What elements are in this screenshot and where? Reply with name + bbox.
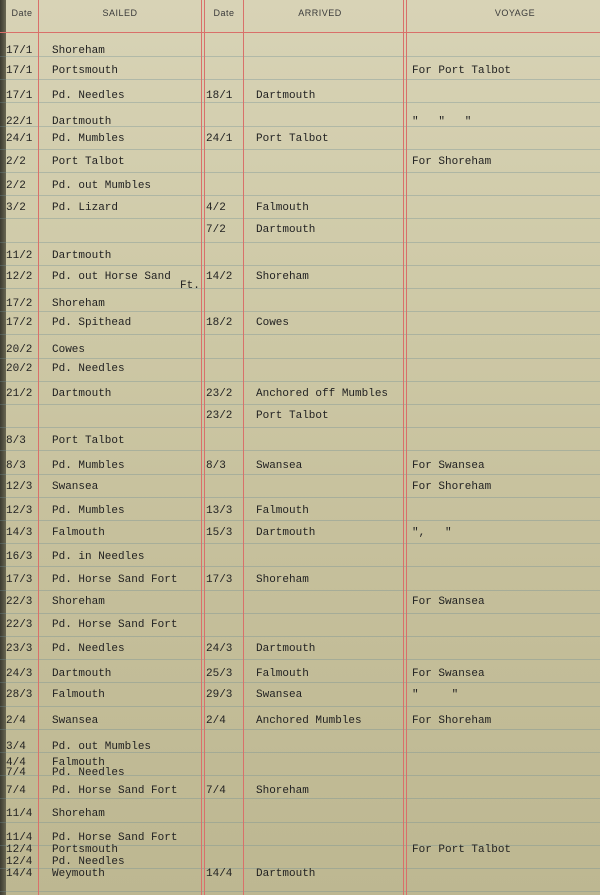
arrived-date: 18/2 [206, 317, 233, 329]
arrived-date: 17/3 [206, 574, 233, 586]
sailed-date: 24/3 [6, 668, 33, 680]
ruled-line [0, 682, 600, 683]
column-rule [38, 0, 39, 895]
sailed-date: 24/1 [6, 133, 33, 145]
ruled-line [0, 102, 600, 103]
voyage-note: For Shoreham [412, 481, 492, 493]
voyage-note: ", " [412, 527, 452, 539]
sailed-date: 20/2 [6, 363, 33, 375]
ruled-line [0, 79, 600, 80]
sailed-date: 22/3 [6, 596, 33, 608]
sailed-port: Pd. Spithead [52, 317, 132, 329]
arrived-date: 23/2 [206, 388, 233, 400]
arrived-port: Dartmouth [256, 90, 316, 102]
sailed-port: Shoreham [52, 298, 105, 310]
voyage-note: For Port Talbot [412, 844, 512, 856]
arrived-date: 23/2 [206, 410, 233, 422]
column-rule [201, 0, 202, 895]
sailed-date: 2/4 [6, 715, 26, 727]
arrived-port: Falmouth [256, 202, 309, 214]
sailed-date: 3/4 [6, 741, 26, 753]
arrived-port: Shoreham [256, 574, 309, 586]
ruled-line [0, 613, 600, 614]
sailed-port: Falmouth [52, 757, 105, 769]
sailed-date: 8/3 [6, 460, 26, 472]
arrived-date: 24/3 [206, 643, 233, 655]
ruled-line [0, 706, 600, 707]
sailed-port: Pd. Horse Sand Fort [52, 785, 178, 797]
ruled-line [0, 381, 600, 382]
ruled-line [0, 288, 600, 289]
sailed-port: Shoreham [52, 596, 105, 608]
voyage-note: For Shoreham [412, 156, 492, 168]
ruled-line [0, 172, 600, 173]
voyage-note: For Swansea [412, 668, 485, 680]
sailed-port: Pd. Lizard [52, 202, 119, 214]
sailed-port: Pd. Needles [52, 767, 125, 779]
ruled-line [0, 427, 600, 428]
column-rule [406, 0, 407, 895]
sailed-date: 3/2 [6, 202, 26, 214]
sailed-date: 14/4 [6, 868, 33, 880]
column-rule [204, 0, 205, 895]
ruled-line [0, 218, 600, 219]
arrived-port: Port Talbot [256, 410, 329, 422]
sailed-port: Weymouth [52, 868, 105, 880]
arrived-date: 24/1 [206, 133, 233, 145]
sailed-date: 17/1 [6, 90, 33, 102]
ruled-line [0, 358, 600, 359]
sailed-port: Dartmouth [52, 668, 112, 680]
sailed-port: Pd. Needles [52, 856, 125, 868]
sailed-port: Pd. Needles [52, 90, 125, 102]
sailed-port: Pd. Mumbles [52, 505, 125, 517]
sailed-port: Dartmouth [52, 116, 112, 128]
arrived-date: 14/2 [206, 271, 233, 283]
sailed-date: 7/4 [6, 767, 26, 779]
ruled-line [0, 265, 600, 266]
arrived-date: 13/3 [206, 505, 233, 517]
sailed-date: 22/3 [6, 619, 33, 631]
arrived-date: 2/4 [206, 715, 226, 727]
ruled-line [0, 334, 600, 335]
ruled-line [0, 891, 600, 892]
sailed-port: Pd. Horse Sand Fort [52, 619, 178, 631]
sailed-date: 17/3 [6, 574, 33, 586]
sailed-date: 17/2 [6, 317, 33, 329]
arrived-port: Dartmouth [256, 224, 316, 236]
header-arrived: ARRIVED [298, 8, 342, 18]
voyage-note: " " [412, 689, 459, 701]
arrived-port: Falmouth [256, 505, 309, 517]
arrived-port: Cowes [256, 317, 290, 329]
header-rule [0, 32, 600, 33]
ruled-line [0, 729, 600, 730]
sailed-port: Port Talbot [52, 435, 125, 447]
ruled-line [0, 590, 600, 591]
ruled-line [0, 566, 600, 567]
sailed-date: 17/1 [6, 65, 33, 77]
sailed-port: Shoreham [52, 45, 105, 57]
arrived-date: 14/4 [206, 868, 233, 880]
arrived-date: 15/3 [206, 527, 233, 539]
arrived-date: 29/3 [206, 689, 233, 701]
arrived-port: Dartmouth [256, 868, 316, 880]
voyage-note: For Swansea [412, 596, 485, 608]
sailed-date: 2/2 [6, 180, 26, 192]
ruled-line [0, 149, 600, 150]
ruled-line [0, 543, 600, 544]
arrived-date: 8/3 [206, 460, 226, 472]
sailed-date: 11/4 [6, 808, 33, 820]
arrived-date: 4/2 [206, 202, 226, 214]
voyage-note: For Shoreham [412, 715, 492, 727]
header-date-arrived: Date [213, 8, 235, 18]
column-rule [403, 0, 404, 895]
sailed-date: 21/2 [6, 388, 33, 400]
sailed-port: Portsmouth [52, 65, 119, 77]
sailed-port: Pd. Needles [52, 643, 125, 655]
sailed-date: 12/2 [6, 271, 33, 283]
sailed-port: Pd. Mumbles [52, 133, 125, 145]
sailed-port: Pd. Needles [52, 363, 125, 375]
sailed-port: Dartmouth [52, 250, 112, 262]
sailed-port: Falmouth [52, 689, 105, 701]
sailed-date: 7/4 [6, 785, 26, 797]
column-rule [243, 0, 244, 895]
ruled-line [0, 798, 600, 799]
sailed-date: 16/3 [6, 551, 33, 563]
sailed-date: 28/3 [6, 689, 33, 701]
ruled-line [0, 520, 600, 521]
sailed-port: Swansea [52, 481, 99, 493]
arrived-port: Port Talbot [256, 133, 329, 145]
sailed-port: Pd. Mumbles [52, 460, 125, 472]
voyage-note: " " " [412, 116, 472, 128]
ruled-line [0, 404, 600, 405]
sailed-date: 11/4 [6, 832, 33, 844]
header-sailed: SAILED [102, 8, 138, 18]
sailed-date: 11/2 [6, 250, 33, 262]
arrived-date: 18/1 [206, 90, 233, 102]
arrived-port: Falmouth [256, 668, 309, 680]
sailed-date: 22/1 [6, 116, 33, 128]
arrived-date: 7/2 [206, 224, 226, 236]
sailed-date: 12/3 [6, 481, 33, 493]
sailed-date: 12/4 [6, 856, 33, 868]
sailed-date: 2/2 [6, 156, 26, 168]
sailed-port: Cowes [52, 344, 86, 356]
sailed-port: Port Talbot [52, 156, 125, 168]
sailed-port: Portsmouth [52, 844, 119, 856]
ruled-line [0, 450, 600, 451]
voyage-note: For Swansea [412, 460, 485, 472]
arrived-port: Swansea [256, 689, 303, 701]
sailed-port: Pd. out Mumbles [52, 180, 152, 192]
sailed-date: 23/3 [6, 643, 33, 655]
ruled-line [0, 822, 600, 823]
sailed-port: Shoreham [52, 808, 105, 820]
header-date-sailed: Date [11, 8, 33, 18]
voyage-note: For Port Talbot [412, 65, 512, 77]
ruled-line [0, 311, 600, 312]
arrived-port: Swansea [256, 460, 303, 472]
arrived-port: Shoreham [256, 785, 309, 797]
sailed-date: 14/3 [6, 527, 33, 539]
arrived-port: Dartmouth [256, 527, 316, 539]
sailed-port: Swansea [52, 715, 99, 727]
sailed-date: 17/2 [6, 298, 33, 310]
arrived-port: Anchored off Mumbles [256, 388, 389, 400]
sailed-port-cont: Ft. [180, 280, 200, 292]
sailed-port: Pd. out Mumbles [52, 741, 152, 753]
sailed-port: Dartmouth [52, 388, 112, 400]
sailed-port: Pd. in Needles [52, 551, 145, 563]
sailed-port: Pd. out Horse Sand [52, 271, 171, 283]
sailed-port: Pd. Horse Sand Fort [52, 832, 178, 844]
ruled-line [0, 659, 600, 660]
sailed-port: Falmouth [52, 527, 105, 539]
sailed-date: 12/3 [6, 505, 33, 517]
ruled-line [0, 497, 600, 498]
sailed-date: 20/2 [6, 344, 33, 356]
header-voyage: VOYAGE [494, 8, 536, 18]
sailed-port: Pd. Horse Sand Fort [52, 574, 178, 586]
sailed-date: 4/4 [6, 757, 26, 769]
ruled-line [0, 242, 600, 243]
arrived-port: Anchored Mumbles [256, 715, 362, 727]
ruled-line [0, 195, 600, 196]
ruled-line [0, 474, 600, 475]
arrived-date: 25/3 [206, 668, 233, 680]
ruled-line [0, 636, 600, 637]
arrived-date: 7/4 [206, 785, 226, 797]
arrived-port: Shoreham [256, 271, 309, 283]
sailed-date: 12/4 [6, 844, 33, 856]
sailed-date: 17/1 [6, 45, 33, 57]
sailed-date: 8/3 [6, 435, 26, 447]
arrived-port: Dartmouth [256, 643, 316, 655]
